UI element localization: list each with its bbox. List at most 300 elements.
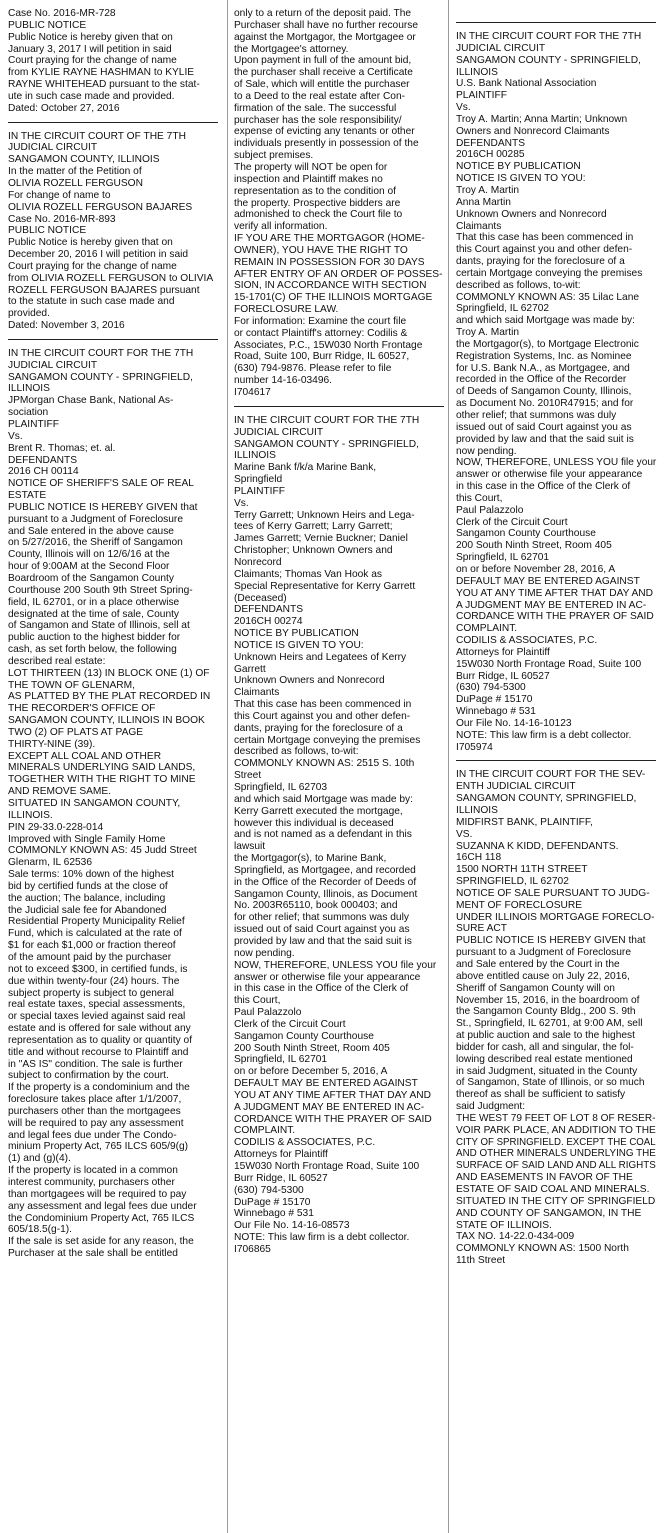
notice-line: will be required to pay any assessment bbox=[8, 1117, 184, 1129]
notice-line: AFTER ENTRY OF AN ORDER OF POSSES- bbox=[234, 268, 443, 280]
notice-line: 605/18.5(g-1). bbox=[8, 1224, 72, 1236]
notice-line: COMMONLY KNOWN AS: 35 Lilac Lane bbox=[456, 291, 640, 303]
notice-line: ILLINOIS. bbox=[8, 809, 53, 821]
notice-line: not to exceed $300, in certified funds, is bbox=[8, 963, 188, 975]
notice-line: Case No. 2016-MR-893 bbox=[8, 213, 116, 225]
notice-line: 15-1701(C) OF THE ILLINOIS MORTGAGE bbox=[234, 292, 433, 304]
notice-line: IN THE CIRCUIT COURT OF THE 7TH bbox=[8, 130, 186, 142]
notice-line: 2016 CH 00114 bbox=[8, 466, 79, 478]
notice-line: ILLINOIS bbox=[456, 805, 498, 816]
column-divider bbox=[227, 0, 228, 1533]
notice-line: REMAIN IN POSSESSION FOR 30 DAYS bbox=[234, 256, 425, 268]
notice-line: bid by certified funds at the close of bbox=[8, 880, 168, 892]
notice-line: Our File No. 14-16-08573 bbox=[234, 1220, 350, 1232]
notice-line: dants, praying for the foreclosure of a bbox=[456, 256, 625, 268]
notice-line: of Sangamon and State of Illinois, sell at bbox=[8, 620, 190, 632]
notice-line: 2016CH 00274 bbox=[234, 616, 303, 628]
notice-line: CORDANCE WITH THE PRAYER OF SAID bbox=[456, 611, 654, 623]
notice-line: the Mortgagor(s), to Marine Bank, bbox=[234, 853, 387, 865]
notice-line: SANGAMON COUNTY - SPRINGFIELD, bbox=[8, 371, 193, 383]
notice-line: in this case in the Office of the Clerk of bbox=[456, 481, 631, 493]
notice-line: Our File No. 14-16-10123 bbox=[456, 717, 572, 729]
notice-line: Vs. bbox=[8, 430, 23, 442]
notice-line: January 3, 2017 I will petition in said bbox=[8, 43, 172, 55]
notice-line: OLIVIA ROZELL FERGUSON bbox=[8, 177, 143, 189]
notice-line: other relief; that summons was duly bbox=[456, 410, 617, 421]
notice-line: AND COUNTY OF SANGAMON, IN THE bbox=[456, 1207, 642, 1219]
notice-line: number 14-16-03496. bbox=[234, 375, 332, 387]
notice-line: bidder for cash, all and singular, the fol- bbox=[456, 1041, 634, 1053]
legal-notice bbox=[456, 31, 656, 753]
notice-line: Purchaser shall have no further recourse bbox=[234, 19, 419, 31]
notice-line: Terry Garrett; Unknown Heirs and Lega- bbox=[234, 509, 415, 521]
notice-line: and is not named as a defendant in this bbox=[234, 829, 412, 841]
notice-line: pursuant to a Judgment of Foreclosure bbox=[8, 513, 183, 525]
notice-line: JUDICIAL CIRCUIT bbox=[8, 359, 98, 371]
notice-line: Sangamon County Courthouse bbox=[456, 528, 596, 540]
notice-line: I705974 bbox=[456, 741, 493, 753]
notice-line: Claimants bbox=[234, 687, 280, 699]
notice-line: COMMONLY KNOWN AS: 2515 S. 10th bbox=[234, 758, 415, 770]
notice-line: ENTH JUDICIAL CIRCUIT bbox=[456, 781, 576, 793]
notice-line: firmation of the sale. The successful bbox=[234, 102, 397, 114]
notice-line: COMMONLY KNOWN AS: 1500 North bbox=[456, 1243, 629, 1255]
notice-line: CITY OF SPRINGFIELD. EXCEPT THE COAL bbox=[456, 1136, 656, 1148]
notice-line: 200 South Ninth Street, Room 405 bbox=[456, 540, 612, 552]
notice-line: JUDICIAL CIRCUIT bbox=[234, 426, 324, 438]
notice-line: Dated: November 3, 2016 bbox=[8, 320, 125, 332]
notice-line: Vs. bbox=[234, 497, 249, 509]
notice-line: Unknown Owners and Nonrecord bbox=[456, 208, 607, 220]
notice-line: Springfield, IL 62703 bbox=[234, 782, 328, 793]
notice-line: the purchaser shall receive a Certificate bbox=[234, 67, 413, 79]
notice-line: Claimants bbox=[456, 220, 502, 232]
notice-line: any assessment and legal fees due under bbox=[8, 1200, 197, 1212]
notice-line: FORECLOSURE LAW. bbox=[234, 304, 339, 316]
notice-line: NOTICE IS GIVEN TO YOU: bbox=[456, 173, 586, 185]
notice-line: issued out of said Court against you as bbox=[456, 421, 632, 433]
notice-line: A JUDGMENT MAY BE ENTERED IN AC- bbox=[456, 599, 647, 611]
notice-line: or contact Plaintiff's attorney: Codilis & bbox=[234, 327, 408, 339]
notice-line: 15W030 North Frontage Road, Suite 100 bbox=[456, 658, 642, 670]
notice-line: Unknown Heirs and Legatees of Kerry bbox=[234, 651, 407, 663]
notice-line: to the statute in such case made and bbox=[8, 296, 175, 308]
notice-line: Dated: October 27, 2016 bbox=[8, 102, 120, 114]
notice-line: Glenarm, IL 62536 bbox=[8, 857, 93, 869]
notice-line: for U.S. Bank N.A., as Mortgagee, and bbox=[456, 362, 630, 374]
notice-line: designated at the time of sale, County bbox=[8, 608, 180, 620]
notice-line: NOTICE BY PUBLICATION bbox=[234, 628, 359, 640]
notice-line: Paul Palazzolo bbox=[234, 1007, 302, 1019]
notice-line: described real estate: bbox=[8, 655, 106, 667]
notice-line: Springfield, IL 62702 bbox=[456, 303, 550, 315]
notice-line: IN THE CIRCUIT COURT FOR THE 7TH bbox=[8, 347, 194, 359]
notice-line: 2016CH 00285 bbox=[456, 149, 525, 161]
notice-line: Court praying for the change of name bbox=[8, 260, 177, 272]
notice-line: of Deeds of Sangamon County, Illinois, bbox=[456, 386, 632, 398]
notice-line: EXCEPT ALL COAL AND OTHER bbox=[8, 750, 162, 762]
notice-line: and which said Mortgage was made by: bbox=[456, 315, 635, 327]
notice-line: cash, as set forth below, the following bbox=[8, 644, 177, 656]
notice-line: For information: Examine the court file bbox=[234, 315, 407, 327]
notice-line: Courthouse 200 South 9th Street Spring- bbox=[8, 584, 193, 596]
notice-line: Vs. bbox=[456, 102, 471, 114]
column-3 bbox=[456, 8, 656, 1267]
notice-line: certain Mortgage conveying the premises bbox=[234, 734, 421, 746]
notice-line: this Court, bbox=[456, 492, 503, 504]
notice-line: subject to confirmation by the court. bbox=[8, 1070, 169, 1082]
notice-line: Clerk of the Circuit Court bbox=[234, 1018, 346, 1030]
notice-line: The property will NOT be open for bbox=[234, 161, 388, 173]
notice-line: for other relief; that summons was duly bbox=[234, 912, 409, 924]
notice-line: described as follows, to-wit: bbox=[456, 279, 581, 291]
notice-line: THE TOWN OF GLENARM, bbox=[8, 679, 135, 691]
notice-line: hour of 9:00AM at the Second Floor bbox=[8, 561, 170, 573]
notice-line: certain Mortgage conveying the premises bbox=[456, 267, 643, 279]
notice-line: Springfield, IL 62701 bbox=[456, 552, 550, 564]
notice-line: Burr Ridge, IL 60527 bbox=[234, 1172, 328, 1184]
notice-line: Kerry Garrett executed the mortgage, bbox=[234, 805, 403, 817]
notice-line: Paul Palazzolo bbox=[456, 504, 524, 516]
notice-line: SANGAMON COUNTY - SPRINGFIELD, bbox=[234, 438, 419, 450]
notice-line: DuPage # 15170 bbox=[234, 1196, 311, 1208]
notice-line: Associates, P.C., 15W030 North Frontage bbox=[234, 339, 423, 351]
notice-line: the Condominium Property Act, 765 ILCS bbox=[8, 1212, 195, 1224]
notice-line: in the Office of the Recorder of Deeds of bbox=[234, 876, 417, 888]
notice-line: Attorneys for Plaintiff bbox=[234, 1149, 328, 1161]
notice-line: DEFAULT MAY BE ENTERED AGAINST bbox=[234, 1078, 418, 1090]
notice-line: in this case in the Office of the Clerk of bbox=[234, 983, 409, 995]
notice-line: 15W030 North Frontage Road, Suite 100 bbox=[234, 1161, 420, 1172]
notice-line: Springfield bbox=[234, 474, 283, 486]
notice-line: PLAINTIFF bbox=[8, 419, 59, 430]
notice-line: in "AS IS" condition. The sale is further bbox=[8, 1058, 183, 1070]
notice-line: Special Representative for Kerry Garrett bbox=[234, 580, 416, 592]
notice-line: answer or otherwise file your appearance bbox=[456, 469, 643, 481]
notice-line: Winnebago # 531 bbox=[456, 706, 536, 718]
notice-line: Brent R. Thomas; et. al. bbox=[8, 442, 116, 454]
notice-line: COMMONLY KNOWN AS: 45 Judd Street bbox=[8, 845, 197, 857]
notice-separator bbox=[8, 122, 218, 123]
notice-line: Case No. 2016-MR-728 bbox=[8, 8, 116, 19]
notice-line: Troy A. Martin bbox=[456, 327, 520, 339]
notice-line: NOTICE IS GIVEN TO YOU: bbox=[234, 639, 364, 651]
notice-line: Sale terms: 10% down of the highest bbox=[8, 869, 174, 881]
notice-line: That this case has been commenced in bbox=[456, 232, 634, 244]
notice-line: PUBLIC NOTICE bbox=[8, 19, 87, 31]
notice-line: to a Deed to the real estate after Con- bbox=[234, 90, 406, 102]
notice-line: however this individual is deceased bbox=[234, 817, 394, 829]
notice-line: That this case has been commenced in bbox=[234, 699, 412, 711]
notice-line: pursuant to a Judgment of Foreclosure bbox=[456, 947, 631, 959]
notice-line: SURFACE OF SAID LAND AND ALL RIGHTS bbox=[456, 1160, 656, 1172]
notice-line: (630) 794-5300 bbox=[234, 1184, 304, 1196]
notice-line: lawsuit bbox=[234, 841, 266, 853]
notice-line: JUDICIAL CIRCUIT bbox=[456, 42, 546, 54]
notice-line: Garrett bbox=[234, 663, 266, 675]
notice-line: ROZELL FERGUSON BAJARES pursuant bbox=[8, 284, 200, 296]
notice-line: Sangamon County, Illinois, as Document bbox=[234, 888, 418, 900]
notice-line: December 20, 2016 I will petition in said bbox=[8, 249, 189, 261]
notice-line: TOGETHER WITH THE RIGHT TO MINE bbox=[8, 774, 196, 786]
notice-line: 11th Street bbox=[456, 1255, 506, 1267]
notice-line: (1) and (g)(4). bbox=[8, 1153, 71, 1165]
column-2 bbox=[234, 8, 444, 1256]
notice-line: Troy A. Martin bbox=[456, 184, 520, 196]
notice-line: Boardroom of the Sangamon County bbox=[8, 572, 174, 584]
notice-line: RAYNE WHITEHEAD pursuant to the stat- bbox=[8, 79, 200, 91]
notice-line: Unknown Owners and Nonrecord bbox=[234, 675, 385, 687]
notice-line: dants, praying for the foreclosure of a bbox=[234, 722, 403, 734]
notice-line: James Garrett; Vernie Buckner; Daniel bbox=[234, 533, 408, 545]
notice-line: provided. bbox=[8, 308, 50, 320]
notice-line: this Court against you and other defen- bbox=[234, 710, 411, 722]
column-1 bbox=[8, 8, 218, 1260]
notice-line: of the amount paid by the purchaser bbox=[8, 951, 172, 963]
notice-line: Road, Suite 100, Burr Ridge, IL 60527, bbox=[234, 351, 410, 363]
notice-line: of Sangamon, State of Illinois, or so much bbox=[456, 1077, 645, 1089]
notice-line: SURE ACT bbox=[456, 923, 507, 935]
notice-line: ESTATE OF SAID COAL AND MINERALS. bbox=[456, 1184, 650, 1195]
notice-line: I704617 bbox=[234, 387, 271, 398]
notice-line: on or before December 5, 2016, A bbox=[234, 1066, 388, 1078]
notice-line: DEFENDANTS bbox=[456, 137, 526, 149]
notice-line: only to a return of the deposit paid. The bbox=[234, 8, 412, 19]
notice-line: LOT THIRTEEN (13) IN BLOCK ONE (1) OF bbox=[8, 667, 210, 679]
notice-line: purchasers other than the mortgagees bbox=[8, 1105, 181, 1117]
notice-separator bbox=[8, 339, 218, 340]
notice-line: estate and is offered for sale without any bbox=[8, 1023, 191, 1035]
notice-line: In the matter of the Petition of bbox=[8, 166, 142, 178]
notice-line: A JUDGMENT MAY BE ENTERED IN AC- bbox=[234, 1101, 425, 1113]
notice-line: Upon payment in full of the amount bid, bbox=[234, 55, 412, 67]
notice-line: $1 for each $1,000 or fraction thereof bbox=[8, 940, 176, 952]
notice-line: YOU AT ANY TIME AFTER THAT DAY AND bbox=[234, 1089, 432, 1101]
notice-line: If the property is a condominium and the bbox=[8, 1082, 190, 1094]
notice-line: ILLINOIS bbox=[8, 383, 50, 395]
notice-line: THE WEST 79 FEET OF LOT 8 OF RESER- bbox=[456, 1112, 656, 1124]
legal-notice bbox=[8, 131, 218, 332]
notice-line: expense of evicting any tenants or other bbox=[234, 126, 415, 138]
notice-line: NOTE: This law firm is a debt collector. bbox=[456, 729, 632, 741]
notice-line: as Document No. 2010R47915; and for bbox=[456, 398, 634, 410]
notice-line: representation as to quality or quantity of bbox=[8, 1034, 193, 1046]
notice-line: Residential Property Municipality Relief bbox=[8, 916, 185, 928]
notice-line: on or before November 28, 2016, A bbox=[456, 563, 616, 575]
notice-line: COMPLAINT. bbox=[234, 1125, 296, 1137]
notice-line: Christopher; Unknown Owners and bbox=[234, 545, 393, 557]
notice-line: 16CH 118 bbox=[456, 852, 502, 864]
notice-line: Fund, which is calculated at the rate of bbox=[8, 928, 182, 940]
notice-line: SUZANNA K KIDD, DEFENDANTS. bbox=[456, 840, 619, 852]
legal-notice bbox=[456, 769, 656, 1266]
notice-line: I706865 bbox=[234, 1243, 271, 1255]
notice-line: DuPage # 15170 bbox=[456, 694, 533, 706]
notice-line: SANGAMON COUNTY, ILLINOIS IN BOOK bbox=[8, 715, 205, 727]
notice-line: from OLIVIA ROZELL FERGUSON to OLIVIA bbox=[8, 272, 214, 284]
notice-line: and Sale entered by the Court in the bbox=[456, 958, 620, 970]
legal-notice bbox=[234, 415, 444, 1256]
notice-line: sociation bbox=[8, 407, 49, 419]
notice-line: YOU AT ANY TIME AFTER THAT DAY AND bbox=[456, 587, 654, 599]
notice-line: THIRTY-NINE (39). bbox=[8, 738, 96, 750]
notice-line: described as follows, to-wit: bbox=[234, 746, 359, 758]
notice-line: MINERALS UNDERLYING SAID LANDS, bbox=[8, 762, 196, 774]
notice-line: SPRINGFIELD, IL 62702 bbox=[456, 876, 569, 888]
notice-line: due within twenty-four (24) hours. The bbox=[8, 975, 180, 987]
notice-line: MENT OF FORECLOSURE bbox=[456, 899, 583, 911]
notice-separator bbox=[234, 406, 444, 407]
notice-line: now pending. bbox=[234, 947, 295, 959]
notice-line: against the Mortgagor, the Mortgagee or bbox=[234, 31, 416, 43]
notice-line: If the property is located in a common bbox=[8, 1165, 178, 1177]
notice-line: Attorneys for Plaintiff bbox=[456, 646, 550, 658]
notice-line: UNDER ILLINOIS MORTGAGE FORECLO- bbox=[456, 911, 655, 923]
notice-line: from KYLIE RAYNE HASHMAN to KYLIE bbox=[8, 67, 195, 79]
notice-line: Public Notice is hereby given that on bbox=[8, 31, 173, 43]
notice-line: inspection and Plaintiff makes no bbox=[234, 173, 383, 185]
notice-line: ute in such case made and provided. bbox=[8, 90, 175, 102]
notice-line: representation as to the condition of bbox=[234, 185, 396, 197]
notice-line: at public auction and sale to the highest bbox=[456, 1030, 635, 1042]
notice-line: title and without recourse to Plaintiff and bbox=[8, 1046, 189, 1058]
notice-line: NOTICE OF SHERIFF'S SALE OF REAL bbox=[8, 478, 194, 490]
notice-line: OLIVIA ROZELL FERGUSON BAJARES bbox=[8, 201, 193, 213]
notice-line: Sheriff of Sangamon County will on bbox=[456, 982, 615, 994]
notice-line: on 5/27/2016, the Sheriff of Sangamon bbox=[8, 537, 183, 549]
notice-line: public auction to the highest bidder for bbox=[8, 632, 181, 644]
notice-line: ILLINOIS bbox=[234, 450, 276, 462]
notice-line: SITUATED IN THE CITY OF SPRINGFIELD bbox=[456, 1195, 656, 1207]
notice-line: IN THE CIRCUIT COURT FOR THE SEV- bbox=[456, 769, 646, 781]
notice-line: interest community, purchasers other bbox=[8, 1177, 175, 1188]
notice-line: purchaser has the sole responsibility/ bbox=[234, 114, 402, 126]
notice-line: this Court, bbox=[234, 995, 281, 1007]
notice-line: Purchaser at the sale shall be entitled bbox=[8, 1248, 178, 1260]
notice-line: U.S. Bank National Association bbox=[456, 78, 597, 90]
notice-separator bbox=[456, 760, 656, 761]
notice-line: subject premises. bbox=[234, 150, 314, 162]
legal-notice bbox=[8, 8, 218, 115]
notice-line: NOW, THEREFORE, UNLESS YOU file your bbox=[456, 457, 657, 469]
notice-line: MIDFIRST BANK, PLAINTIFF, bbox=[456, 816, 593, 828]
notice-line: If the sale is set aside for any reason, the bbox=[8, 1236, 194, 1248]
notice-line: Improved with Single Family Home bbox=[8, 833, 166, 845]
notice-line: minium Property Act, 765 ILCS 605/9(g) bbox=[8, 1141, 189, 1153]
notice-line: PUBLIC NOTICE bbox=[8, 225, 87, 237]
notice-line: 200 South Ninth Street, Room 405 bbox=[234, 1042, 390, 1054]
notice-line: now pending. bbox=[456, 445, 517, 457]
notice-line: Owners and Nonrecord Claimants bbox=[456, 125, 610, 137]
notice-line: JPMorgan Chase Bank, National As- bbox=[8, 395, 174, 407]
notice-line: provided by law and that the said suit is bbox=[234, 935, 412, 947]
notice-line: and which said Mortgage was made by: bbox=[234, 793, 413, 805]
notice-line: SANGAMON COUNTY - SPRINGFIELD, bbox=[456, 54, 641, 66]
notice-line: DEFAULT MAY BE ENTERED AGAINST bbox=[456, 575, 640, 587]
notice-line: (630) 794-5300 bbox=[456, 682, 526, 694]
notice-line: than mortgagees will be required to pay bbox=[8, 1188, 187, 1200]
notice-line: AND EASEMENTS IN FAVOR OF THE bbox=[456, 1172, 633, 1184]
notice-line: SION, IN ACCORDANCE WITH SECTION bbox=[234, 280, 427, 292]
notice-line: in said Judgment, situated in the County bbox=[456, 1065, 638, 1077]
notice-line: the Judicial sale fee for Abandoned bbox=[8, 904, 167, 916]
notice-line: St., Springfield, IL 62701, at 9:00 AM, sell bbox=[456, 1018, 643, 1030]
notice-line: ILLINOIS bbox=[456, 66, 498, 78]
notice-line: Troy A. Martin; Anna Martin; Unknown bbox=[456, 113, 628, 125]
notice-line: NOTICE OF SALE PURSUANT TO JUDG- bbox=[456, 887, 650, 899]
notice-line: Nonrecord bbox=[234, 556, 282, 568]
notice-line: Marine Bank f/k/a Marine Bank, bbox=[234, 462, 377, 474]
notice-line: Sangamon County Courthouse bbox=[234, 1030, 374, 1042]
notice-line: VS. bbox=[456, 828, 473, 840]
notice-line: said Judgment: bbox=[456, 1101, 526, 1113]
notice-line: of Sale, which will entitle the purchaser bbox=[234, 79, 410, 91]
notice-line: subject property is subject to general bbox=[8, 987, 174, 999]
notice-line: CORDANCE WITH THE PRAYER OF SAID bbox=[234, 1113, 432, 1125]
notice-line: County, Illinois will on 12/6/16 at the bbox=[8, 549, 170, 561]
notice-line: DEFENDANTS bbox=[8, 454, 78, 466]
notice-line: AS PLATTED BY THE PLAT RECORDED IN bbox=[8, 691, 211, 703]
notice-line: provided by law and that the said suit is bbox=[456, 433, 634, 445]
notice-line: Public Notice is hereby given that on bbox=[8, 237, 173, 249]
notice-line: and legal fees due under The Condo- bbox=[8, 1129, 177, 1141]
notice-line: NOTICE BY PUBLICATION bbox=[456, 161, 581, 173]
notice-line: PUBLIC NOTICE IS HEREBY GIVEN that bbox=[8, 501, 198, 513]
notice-line: the Mortgagor(s), to Mortgage Electronic bbox=[456, 338, 639, 350]
notice-line: CODILIS & ASSOCIATES, P.C. bbox=[456, 635, 598, 647]
notice-line: STATE OF ILLINOIS. bbox=[456, 1219, 552, 1231]
notice-line: ESTATE bbox=[8, 490, 47, 502]
notice-line: Anna Martin bbox=[456, 196, 511, 208]
notice-line: Street bbox=[234, 770, 262, 782]
notice-line: SANGAMON COUNTY, SPRINGFIELD, bbox=[456, 793, 637, 805]
column-divider bbox=[448, 0, 449, 1533]
notice-line: Claimants; Thomas Van Hook as bbox=[234, 568, 382, 580]
notice-line: foreclosure takes place after 1/1/2007, bbox=[8, 1094, 182, 1106]
notice-line: JUDICIAL CIRCUIT bbox=[8, 142, 98, 154]
notice-line: field, IL 62701, or in a place otherwise bbox=[8, 596, 180, 608]
notice-line: or special taxes levied against said real bbox=[8, 1011, 186, 1023]
notice-line: SITUATED IN SANGAMON COUNTY, bbox=[8, 798, 181, 809]
notice-line: IF YOU ARE THE MORTGAGOR (HOME- bbox=[234, 233, 425, 245]
notice-line: NOW, THEREFORE, UNLESS YOU file your bbox=[234, 959, 437, 971]
notice-line: AND REMOVE SAME. bbox=[8, 786, 112, 798]
notice-line: No. 2003R65110, book 000403; and bbox=[234, 900, 398, 912]
notice-line: lowing described real estate mentioned bbox=[456, 1053, 633, 1065]
notice-line: VOIR PARK PLACE, AN ADDITION TO THE bbox=[456, 1124, 656, 1136]
notice-line: COMPLAINT. bbox=[456, 623, 518, 635]
notice-line: thereof as shall be sufficient to satisfy bbox=[456, 1089, 626, 1101]
notice-line: Registration Systems, Inc. as Nominee bbox=[456, 350, 632, 362]
notice-line: THE RECORDER'S OFFICE OF bbox=[8, 703, 156, 715]
notice-line: IN THE CIRCUIT COURT FOR THE 7TH bbox=[234, 414, 420, 426]
notice-line: real estate taxes, special assessments, bbox=[8, 999, 186, 1011]
notice-line: verify all information. bbox=[234, 221, 328, 233]
notice-line: answer or otherwise file your appearance bbox=[234, 971, 421, 983]
notice-line: the Mortgagee's attorney. bbox=[234, 43, 349, 55]
notice-line: NOTE: This law firm is a debt collector. bbox=[234, 1232, 410, 1244]
notice-line: OWNER), YOU HAVE THE RIGHT TO bbox=[234, 244, 408, 256]
notice-line: individuals presently in possession of the bbox=[234, 138, 419, 150]
notice-line: CODILIS & ASSOCIATES, P.C. bbox=[234, 1137, 376, 1149]
notice-line: IN THE CIRCUIT COURT FOR THE 7TH bbox=[456, 31, 642, 42]
notice-line: PUBLIC NOTICE IS HEREBY GIVEN that bbox=[456, 935, 646, 947]
notice-line: PLAINTIFF bbox=[456, 90, 507, 102]
notice-line: Clerk of the Circuit Court bbox=[456, 516, 568, 528]
legal-notice bbox=[234, 8, 444, 399]
notice-line: TAX NO. 14-22.0-434-009 bbox=[456, 1231, 575, 1243]
notice-line: the property. Prospective bidders are bbox=[234, 197, 401, 209]
